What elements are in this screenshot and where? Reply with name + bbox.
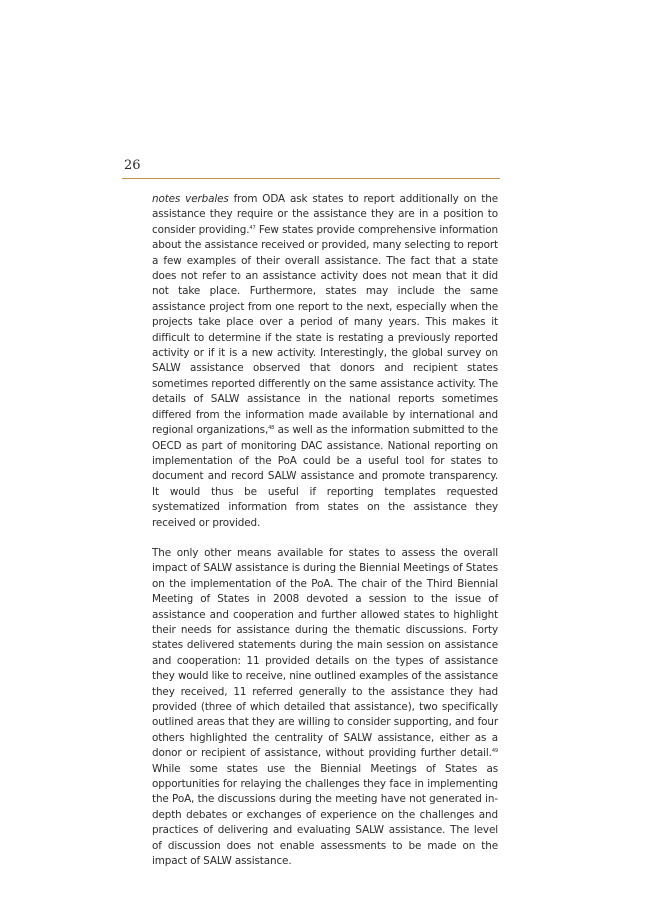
footnote-ref-47[interactable]: 47	[249, 224, 256, 231]
text-run: While some states use the Biennial Meetings of States as opportunities for relaying the challenges they face in implementing the PoA, the discussions during the meeting have not generated in-depth debates or exchanges of experience on the challenges and practices of delivering and evaluating SALW assistance. The level of discussion does not enable assessments to be made on the impact of SALW assistance.	[152, 762, 498, 868]
footnote-ref-48[interactable]: 48	[268, 425, 275, 432]
text-run: from ODA ask states to report additionally on the assistance they require or the assistance they are in a position to consider providing.	[152, 193, 498, 236]
italic-run: notes verbales	[152, 193, 229, 205]
page-number: 26	[124, 158, 141, 173]
text-run: Few states provide comprehensive information about the assistance received or provided, many selecting to report a few examples of their overall assistance. The fact that a state does not refer to an assistance activity does not mean that it did not take place. Furthermore, states may include the same assistance project from one report to the next, especially when the projects take place over a period of many years. This makes it difficult to determine if the state is restating a previously reported activity or if it is a new activity. Interestingly, the global survey on SALW assistance observed that donors and recipient states sometimes reported differently on the same assistance activity. The details of SALW assistance in the national reports sometimes differed from the information made available by international and regional organizations,	[152, 223, 498, 437]
paragraph-2	[152, 546, 498, 870]
text-run: as well as the information submitted to the OECD as part of monitoring DAC assistance. National reporting on implementation of the PoA could be a useful tool for states to document and record SALW assistance and promote transparency. It would thus be useful if reporting templates requested systematized information from states on the assistance they received or provided.	[152, 424, 498, 529]
paragraph-1	[152, 192, 498, 531]
body-text	[152, 192, 498, 869]
header-rule	[122, 178, 500, 179]
text-run: The only other means available for states to assess the overall impact of SALW assistance is during the Biennial Meetings of States on the implementation of the PoA. The chair of the Third Biennial Meeting of States in 2008 devoted a session to the issue of assistance and cooperation and further allowed states to highlight their needs for assistance during the thematic discussions. Forty states delivered statements during the main session on assistance and cooperation: 11 provided details on the types of assistance they would like to receive, nine outlined examples of the assistance they received, 11 referred generally to the assistance they had provided (three of which detailed that assistance), two specifically outlined areas that they are willing to consider supporting, and four others highlighted the centrality of SALW assistance, either as a donor or recipient of assistance, without providing further detail.	[152, 546, 498, 760]
footnote-ref-49[interactable]: 49	[491, 748, 498, 755]
